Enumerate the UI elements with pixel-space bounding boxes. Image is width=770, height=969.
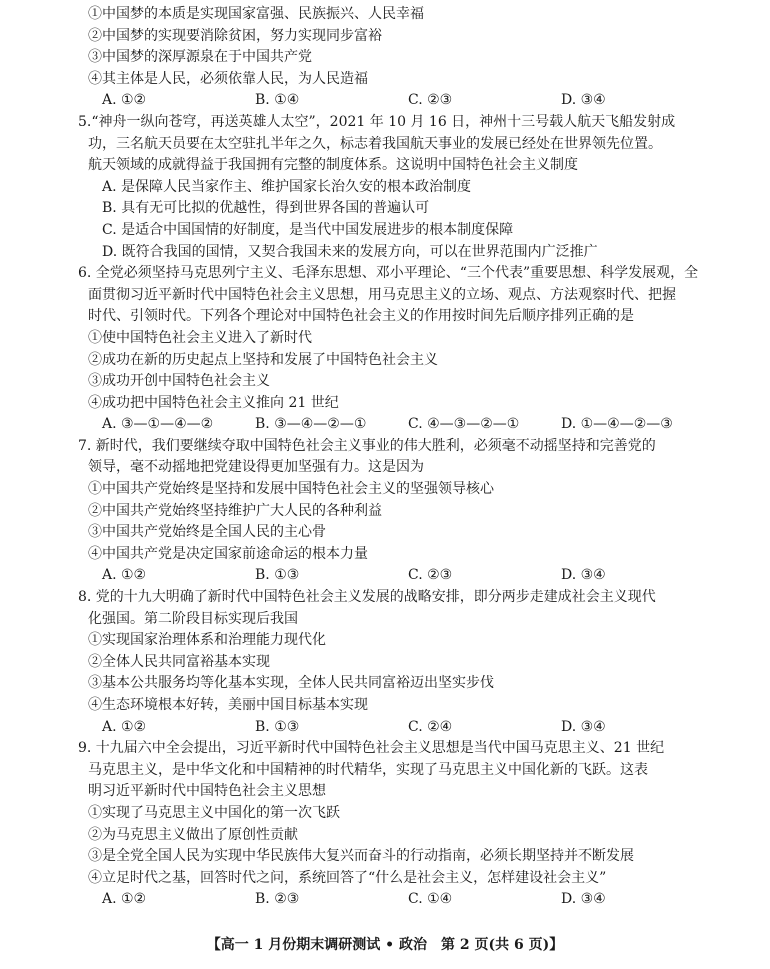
q7-choice-b: B. ①③ — [255, 567, 300, 584]
q9-choice-d: D. ③④ — [561, 891, 606, 908]
q9-option-3: ③是全党全国人民为实现中华民族伟大复兴而奋斗的行动指南，必须长期坚持并不断发展 — [88, 848, 634, 865]
q7-choices — [102, 565, 728, 587]
q7-option-1: ①中国共产党始终是坚持和发展中国特色社会主义的坚强领导核心 — [88, 481, 494, 498]
q7-choice-c: C. ②③ — [408, 567, 453, 584]
q5-stem-line-3: 航天领域的成就得益于我国拥有完整的制度体系。这说明中国特色社会主义制度 — [88, 157, 578, 174]
q4-option-2: ②中国梦的实现要消除贫困，努力实现同步富裕 — [88, 27, 382, 44]
q9-stem-line-1: 9. 十九届六中全会提出，习近平新时代中国特色社会主义思想是当代中国马克思主义、21 世纪 — [78, 740, 665, 757]
q7-choice-a: A. ①② — [102, 567, 147, 584]
q5-option-b: B. 具有无可比拟的优越性，得到世界各国的普遍认可 — [102, 200, 430, 217]
q8-option-1: ①实现国家治理体系和治理能力现代化 — [88, 632, 326, 649]
q6-choice-d: D. ①—④—②—③ — [561, 416, 673, 433]
q9-option-2: ②为马克思主义做出了原创性贡献 — [88, 826, 298, 843]
q6-stem-line-3: 时代、引领时代。下列各个理论对中国特色社会主义的作用按时间先后顺序排列正确的是 — [88, 308, 634, 325]
question-9 — [78, 738, 728, 911]
question-5 — [78, 112, 728, 263]
q7-option-2: ②中国共产党始终坚持维护广大人民的各种利益 — [88, 502, 382, 519]
question-8 — [78, 587, 728, 738]
q6-choice-c: C. ④—③—②—① — [408, 416, 520, 433]
q8-choice-a: A. ①② — [102, 718, 147, 735]
q9-choice-a: A. ①② — [102, 891, 147, 908]
q4-choice-a: A. ①② — [102, 92, 147, 109]
q8-stem-line-2: 化强国。第二阶段目标实现后我国 — [88, 610, 298, 627]
question-4 — [88, 4, 728, 112]
q4-option-4: ④其主体是人民，必须依靠人民，为人民造福 — [88, 70, 368, 87]
q8-choice-b: B. ①③ — [255, 718, 300, 735]
q6-stem-line-1: 6. 全党必须坚持马克思列宁主义、毛泽东思想、邓小平理论、“三个代表”重要思想、科学发展观，全 — [78, 265, 699, 282]
q8-choices — [102, 717, 728, 739]
q9-option-4: ④立足时代之基，回答时代之问，系统回答了“什么是社会主义，怎样建设社会主义” — [88, 869, 607, 886]
question-6 — [78, 263, 728, 436]
q5-stem-line-1: 5.“神舟一纵向苍穹，再送英雄人太空”，2021 年 10 月 16 日，神州十三号载人航天飞船发射成 — [78, 113, 676, 130]
q4-choice-d: D. ③④ — [561, 92, 606, 109]
q6-choice-b: B. ③—④—②—① — [255, 416, 367, 433]
q7-stem-line-1: 7. 新时代，我们要继续夺取中国特色社会主义事业的伟大胜利，必须毫不动摇坚持和完善党的 — [78, 437, 656, 454]
q5-option-c: C. 是适合中国国情的好制度，是当代中国发展进步的根本制度保障 — [102, 221, 514, 238]
q8-option-3: ③基本公共服务均等化基本实现，全体人民共同富裕迈出坚实步伐 — [88, 675, 494, 692]
q6-choices — [102, 414, 728, 436]
q7-option-4: ④中国共产党是决定国家前途命运的根本力量 — [88, 545, 368, 562]
q4-choice-b: B. ①④ — [255, 92, 300, 109]
question-7 — [78, 436, 728, 587]
page-content — [78, 4, 728, 911]
q8-stem-line-1: 8. 党的十九大明确了新时代中国特色社会主义发展的战略安排，即分两步走建成社会主义现代 — [78, 589, 656, 606]
q8-option-2: ②全体人民共同富裕基本实现 — [88, 653, 270, 670]
q5-option-d: D. 既符合我国的国情，又契合我国未来的发展方向，可以在世界范围内广泛推广 — [102, 243, 598, 260]
q9-choice-c: C. ①④ — [408, 891, 453, 908]
q4-option-1: ①中国梦的本质是实现国家富强、民族振兴、人民幸福 — [88, 6, 424, 22]
q8-choice-c: C. ②④ — [408, 718, 453, 735]
q7-option-3: ③中国共产党始终是全国人民的主心骨 — [88, 524, 326, 541]
q6-option-2: ②成功在新的历史起点上坚持和发展了中国特色社会主义 — [88, 351, 438, 368]
q4-choice-c: C. ②③ — [408, 92, 453, 109]
q9-choice-b: B. ②③ — [255, 891, 300, 908]
q4-option-3: ③中国梦的深厚源泉在于中国共产党 — [88, 49, 312, 66]
q9-choices — [102, 889, 728, 911]
q8-option-4: ④生态环境根本好转，美丽中国目标基本实现 — [88, 697, 368, 713]
q9-option-1: ①实现了马克思主义中国化的第一次飞跃 — [88, 804, 340, 821]
q6-option-1: ①使中国特色社会主义进入了新时代 — [88, 329, 312, 346]
page-footer: 【高一 1 月份期末调研测试 • 政治 第 2 页(共 6 页)】 — [206, 937, 564, 953]
q5-stem-line-2: 功，三名航天员要在太空驻扎半年之久，标志着我国航天事业的发展已经处在世界领先位置。 — [88, 135, 662, 152]
q4-choices — [102, 90, 728, 112]
q9-stem-line-2: 马克思主义，是中华文化和中国精神的时代精华，实现了马克思主义中国化新的飞跃。这表 — [88, 761, 648, 778]
q6-choice-a: A. ③—①—④—② — [102, 416, 214, 433]
q9-stem-line-3: 明习近平新时代中国特色社会主义思想 — [88, 783, 326, 800]
q6-option-4: ④成功把中国特色社会主义推向 21 世纪 — [88, 394, 339, 411]
q7-choice-d: D. ③④ — [561, 567, 606, 584]
q6-stem-line-2: 面贯彻习近平新时代中国特色社会主义思想，用马克思主义的立场、观点、方法观察时代、把握 — [88, 286, 676, 303]
q8-choice-d: D. ③④ — [561, 718, 606, 735]
q6-option-3: ③成功开创中国特色社会主义 — [88, 373, 270, 390]
q5-option-a: A. 是保障人民当家作主、维护国家长治久安的根本政治制度 — [102, 178, 472, 195]
q7-stem-line-2: 领导，毫不动摇地把党建设得更加坚强有力。这是因为 — [88, 459, 424, 476]
